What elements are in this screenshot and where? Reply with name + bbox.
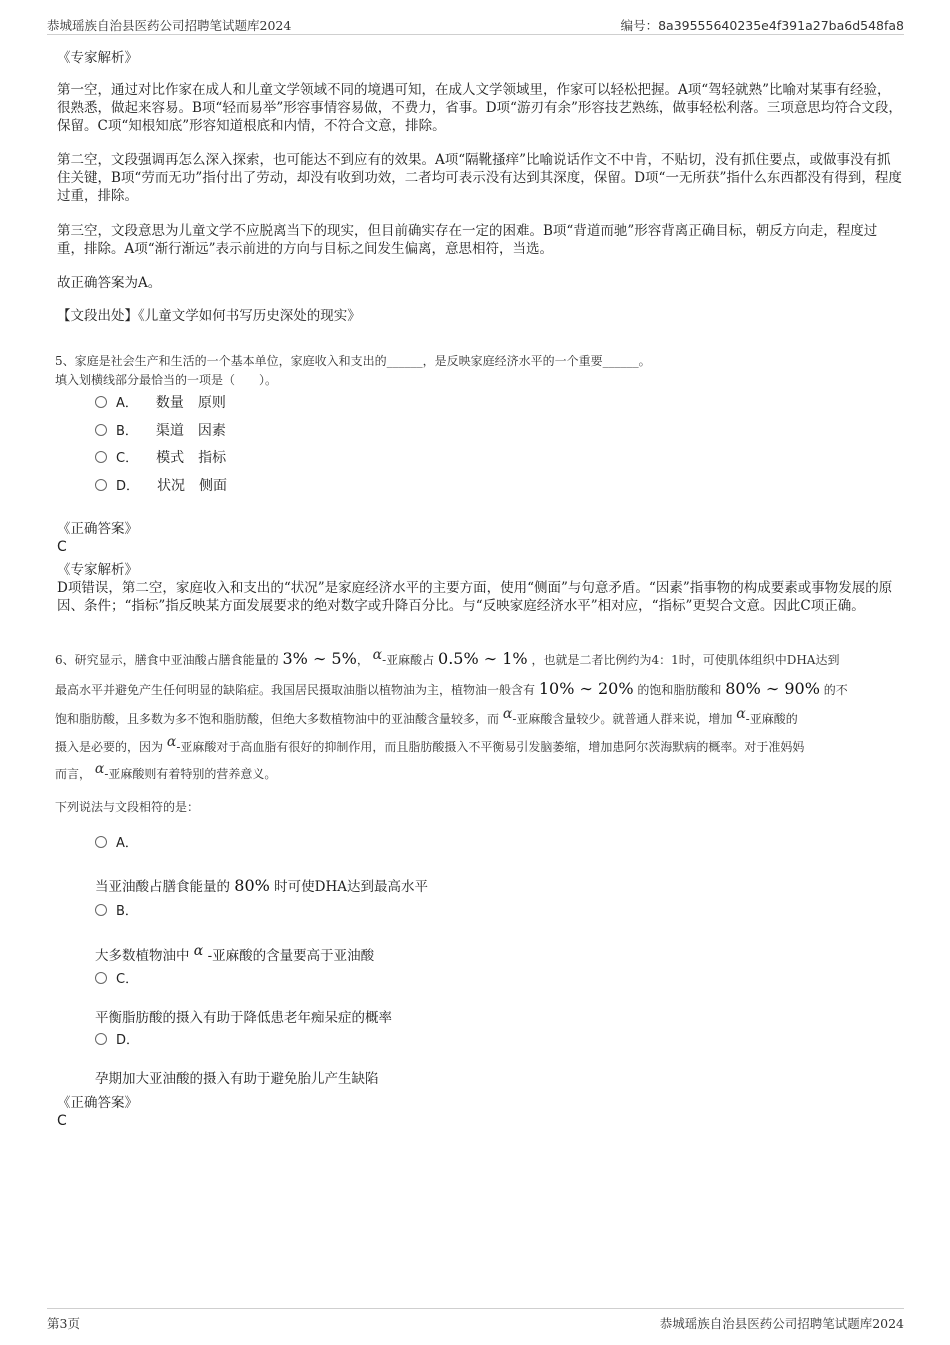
- q5-analysis: D项错误，第二空，家庭收入和支出的“状况”是家庭经济水平的主要方面，使用“侧面”与句意矛盾。“因素”指事物的构成要素或事物发展的原因、条件；“指标”指反映某方面发展要求的绝对数字或升降百分比。与“反映家庭经济水平”相对应，“指标”更契合文意。因此C项正确。: [57, 580, 893, 614]
- q5-option-b[interactable]: [95, 421, 226, 441]
- radio-icon[interactable]: [95, 1033, 107, 1045]
- q5-option-a[interactable]: [95, 393, 226, 413]
- option-letter: C．: [116, 451, 139, 466]
- q5-option-d[interactable]: [95, 476, 227, 496]
- footer-title: 恭城瑶族自治县医药公司招聘笔试题库2024: [659, 1316, 904, 1331]
- q6-answer: C: [57, 1113, 67, 1129]
- option-letter: D．: [116, 479, 140, 494]
- option-letter: B．: [116, 904, 138, 919]
- q5-stem: 5、家庭是社会生产和生活的一个基本单位，家庭收入和支出的______，是反映家庭经济水平的一个重要______。: [55, 354, 651, 368]
- analysis-paragraph-3: 第三空，文段意思为儿童文学不应脱离当下的现实，但目前确实存在一定的困难。B项“背道而驰”形容背离正确目标，朝反方向走，程度过重，排除。A项“渐行渐远”表示前进的方向与目标之间发生偏离，意思相符，当选。: [57, 223, 878, 257]
- analysis-paragraph-2: 第二空，文段强调再怎么深入探索，也可能达不到应有的效果。A项“隔靴搔痒”比喻说话作文不中肯，不贴切，没有抓住要点，或做事没有抓住关键，B项“劳而无功”指付出了劳动，却没有收到功效，二者均可表示没有达到其深度，保留。D项“一无所获”指什么东西都没有得到，程度过重，排除。: [57, 152, 902, 204]
- option-letter: B．: [116, 424, 138, 439]
- option-word-2: 指标: [198, 450, 227, 466]
- option-letter: D．: [116, 1033, 140, 1048]
- radio-icon[interactable]: [95, 479, 107, 491]
- alpha-symbol: α: [193, 943, 204, 959]
- q5-answer-label: 《正确答案》: [57, 521, 138, 537]
- q6-stem-line-2: 最高水平并避免产生任何明显的缺陷症。我国居民摄取油脂以植物油为主，植物油一般含有 10% ∼ 20% 的饱和脂肪酸和 80% ∼ 90% 的不: [55, 679, 848, 698]
- math-80-percent: 80%: [234, 876, 270, 895]
- q6-answer-label: 《正确答案》: [57, 1095, 138, 1111]
- q6-stem-line-4: 摄入是必要的，因为 α-亚麻酸对于高血脂有很好的抑制作用，而且脂肪酸摄入不平衡易引发脑萎缩，增加患阿尔茨海默病的概率。对于准妈妈: [55, 734, 805, 754]
- radio-icon[interactable]: [95, 396, 107, 408]
- option-word-2: 原则: [197, 395, 226, 411]
- page-footer: [47, 1308, 904, 1329]
- page-number: 第3页: [47, 1316, 80, 1331]
- q5-answer: C: [57, 539, 67, 555]
- q6-option-c-text: 平衡脂肪酸的摄入有助于降低患老年痴呆症的概率: [95, 1010, 392, 1026]
- q5-instruction: 填入划横线部分最恰当的一项是（ ）。: [55, 373, 278, 387]
- analysis-conclusion: 故正确答案为A。: [57, 275, 162, 291]
- math-range-4: 80% ∼ 90%: [725, 679, 820, 698]
- option-word-1: 渠道: [155, 423, 184, 439]
- radio-icon[interactable]: [95, 424, 107, 436]
- q5-analysis-label: 《专家解析》: [57, 562, 138, 578]
- analysis-paragraph-1: 第一空，通过对比作家在成人和儿童文学领域不同的境遇可知，在成人文学领域里，作家可以轻松把握。A项“驾轻就熟”比喻对某事有经验，很熟悉，做起来容易。B项“轻而易举”形容事情容易做，不费力，省事。D项“游刃有余”形容技艺熟练，做事轻松利落。三项意思均符合文段，保留。C项“知根知底”形容知道根底和内情，不符合文意，排除。: [57, 82, 902, 134]
- analysis-source: 【文段出处】《儿童文学如何书写历史深处的现实》: [57, 308, 361, 324]
- q6-stem-line-1: 6、研究显示，膳食中亚油酸占膳食能量的 3% ∼ 5%， α-亚麻酸占 0.5% ∼ 1% ，也就是二者比例约为4：1时，可使肌体组织中DHA达到: [55, 647, 840, 668]
- option-letter: A．: [116, 836, 138, 851]
- radio-icon[interactable]: [95, 972, 107, 984]
- q6-option-b-text: 大多数植物油中 α -亚麻酸的含量要高于亚油酸: [95, 943, 375, 964]
- math-range-1: 3% ∼ 5%: [282, 649, 357, 668]
- option-word-1: 状况: [157, 478, 186, 494]
- q6-option-d[interactable]: [95, 1030, 139, 1050]
- q6-question: 下列说法与文段相符的是：: [55, 800, 200, 814]
- alpha-symbol: α: [736, 706, 746, 722]
- analysis-label: 《专家解析》: [57, 50, 138, 66]
- header-title: 恭城瑶族自治县医药公司招聘笔试题库2024: [47, 18, 292, 33]
- q6-option-d-text: 孕期加大亚油酸的摄入有助于避免胎儿产生缺陷: [95, 1071, 379, 1087]
- q6-stem-line-3: 饱和脂肪酸，且多数为多不饱和脂肪酸，但绝大多数植物油中的亚油酸含量较多，而 α-亚麻酸含量较少。就普通人群来说，增加 α-亚麻酸的: [55, 706, 798, 726]
- q6-option-a[interactable]: [95, 833, 138, 853]
- radio-icon[interactable]: [95, 904, 107, 916]
- page-header: [47, 14, 904, 35]
- header-serial: 编号：8a39555640235e4f391a27ba6d548fa8: [620, 18, 904, 33]
- q6-option-c[interactable]: [95, 969, 138, 989]
- radio-icon[interactable]: [95, 836, 107, 848]
- math-range-3: 10% ∼ 20%: [538, 679, 634, 698]
- alpha-symbol: α: [372, 647, 383, 663]
- q6-option-a-text: 当亚油酸占膳食能量的 80% 时可使DHA达到最高水平: [95, 876, 429, 895]
- option-word-1: 模式: [156, 450, 185, 466]
- alpha-symbol: α: [502, 706, 513, 722]
- option-letter: C．: [116, 972, 139, 987]
- option-word-2: 侧面: [199, 478, 228, 494]
- q5-option-c[interactable]: [95, 448, 226, 468]
- alpha-symbol: α: [166, 734, 177, 750]
- math-range-2: 0.5% ∼ 1%: [438, 649, 528, 668]
- option-word-2: 因素: [197, 423, 226, 439]
- q6-option-b[interactable]: [95, 901, 138, 921]
- radio-icon[interactable]: [95, 451, 107, 463]
- option-letter: A．: [116, 396, 138, 411]
- option-word-1: 数量: [155, 395, 184, 411]
- alpha-symbol: α: [94, 761, 105, 777]
- q6-stem-line-5: 而言， α-亚麻酸则有着特别的营养意义。: [55, 761, 277, 781]
